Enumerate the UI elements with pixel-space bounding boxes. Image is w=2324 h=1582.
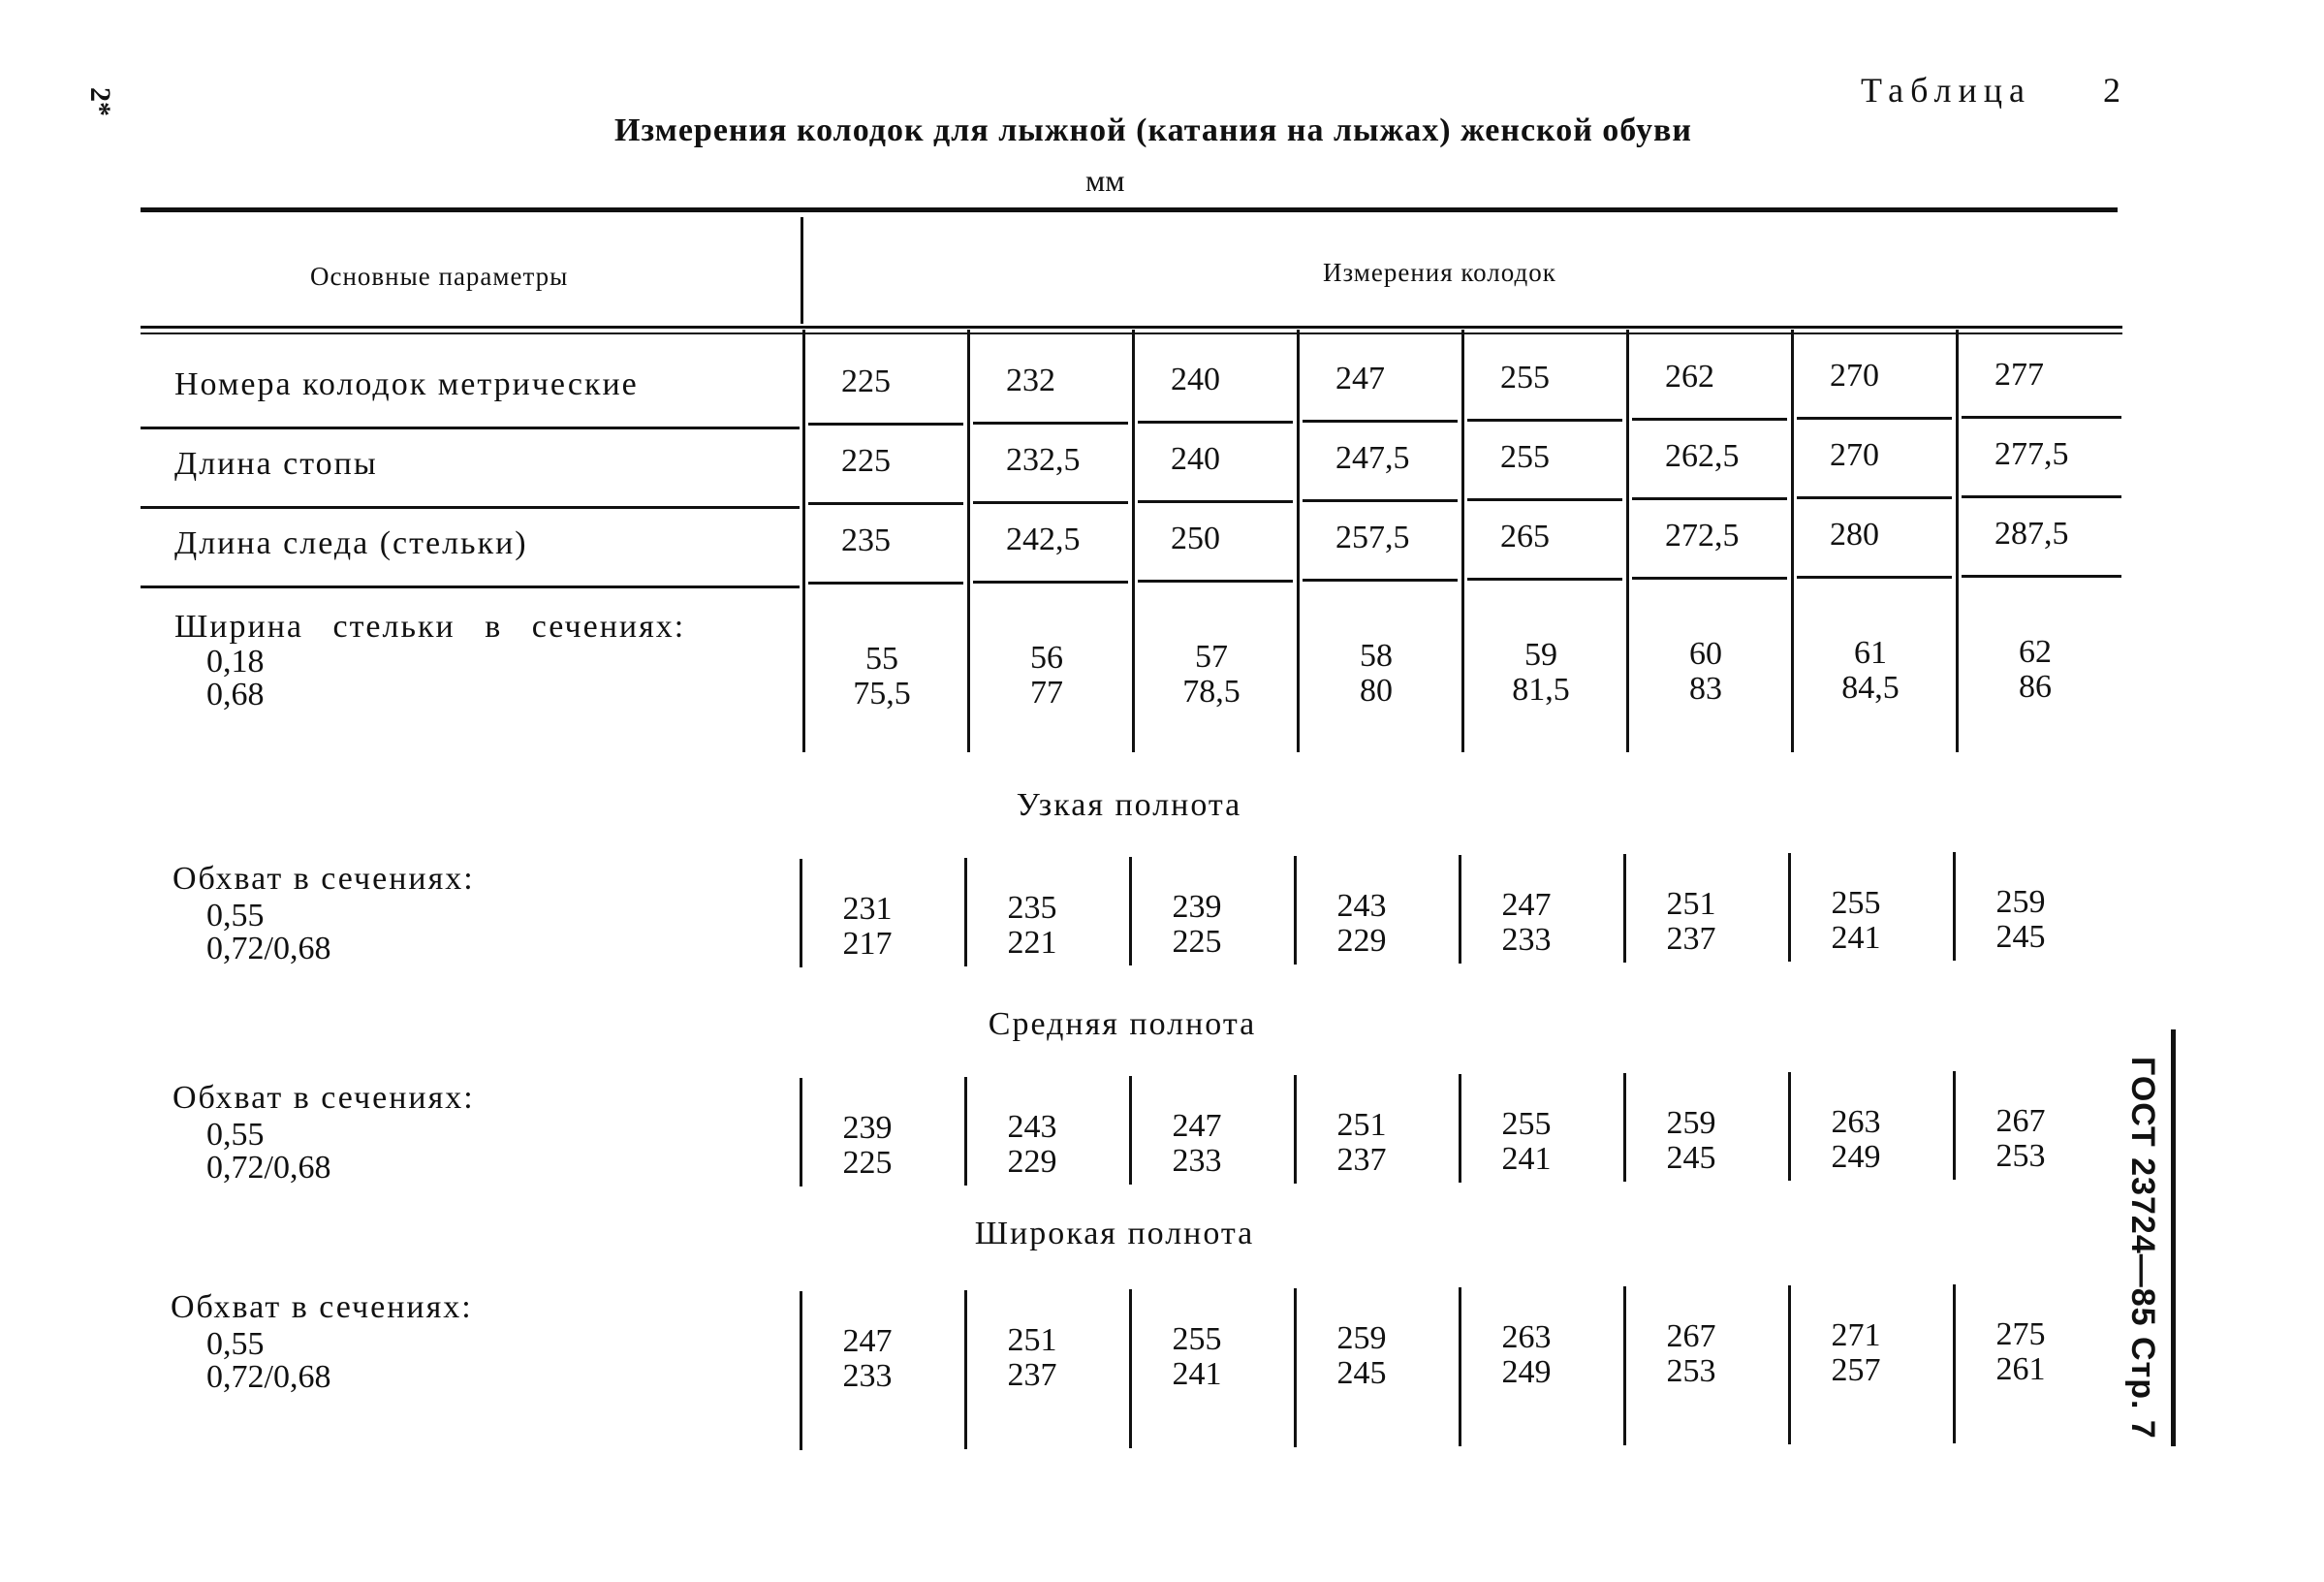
section-label-narrow: Обхват в сечениях: (173, 861, 475, 897)
section-2-val2-6: 257 (1831, 1352, 1881, 1388)
cell-rule-2-1 (973, 581, 1128, 584)
cell-numbers-2: 240 (1171, 362, 1220, 397)
section-0-col-line-4 (1459, 855, 1461, 964)
cell-insole_length-5: 272,5 (1665, 518, 1740, 554)
side-rule (2171, 1029, 2176, 1446)
cell-numbers-7: 277 (1994, 357, 2044, 393)
cell-insole_length-2: 250 (1171, 521, 1220, 556)
cell-insole_length-0: 235 (841, 522, 891, 558)
insole-width-068-6: 84,5 (1841, 670, 1900, 706)
section-0-val2-1: 221 (1007, 925, 1057, 961)
section-1-col-line-3 (1294, 1075, 1297, 1184)
cell-rule-2-6 (1797, 576, 1952, 579)
cell-foot_length-0: 225 (841, 443, 891, 479)
cell-rule-1-0 (808, 502, 963, 505)
section-2-col-line-5 (1623, 1286, 1626, 1445)
table-label: Таблица (1861, 71, 2031, 110)
header-measurements: Измерения колодок (1323, 258, 1556, 287)
insole-width-068-3: 80 (1360, 673, 1393, 709)
row-sub-068: 0,68 (206, 677, 265, 712)
section-2-val2-3: 245 (1336, 1355, 1387, 1391)
unit-label: мм (1085, 163, 1125, 198)
insole-width-018-5: 60 (1689, 636, 1722, 672)
cell-foot_length-2: 240 (1171, 441, 1220, 477)
section-0-val1-0: 231 (842, 891, 893, 927)
section-1-val1-4: 255 (1501, 1106, 1552, 1142)
section-1-val1-7: 267 (1995, 1103, 2046, 1139)
cell-rule-0-5 (1632, 418, 1787, 421)
insole-width-068-2: 78,5 (1182, 674, 1241, 710)
section-1-val1-5: 259 (1666, 1105, 1716, 1141)
cell-rule-0-0 (808, 423, 963, 426)
section-0-col-line-1 (964, 858, 967, 966)
insole-width-018-3: 58 (1360, 638, 1393, 674)
cell-rule-0-2 (1138, 421, 1293, 424)
section-2-val1-7: 275 (1995, 1316, 2046, 1352)
section-1-val2-3: 237 (1336, 1142, 1387, 1178)
section-sub-055-narrow: 0,55 (206, 898, 265, 933)
cell-rule-0-6 (1797, 417, 1952, 420)
section-sub-072-narrow: 0,72/0,68 (206, 931, 331, 966)
section-1-col-line-0 (800, 1078, 802, 1186)
insole-width-068-5: 83 (1689, 671, 1722, 707)
section-title-wide: Широкая полнота (974, 1216, 1255, 1251)
cell-numbers-4: 255 (1500, 360, 1550, 396)
cell-rule-1-6 (1797, 496, 1952, 499)
section-2-col-line-6 (1788, 1285, 1791, 1444)
section-2-val1-6: 271 (1831, 1317, 1881, 1353)
cell-foot_length-4: 255 (1500, 439, 1550, 475)
section-0-val2-0: 217 (842, 926, 893, 962)
cell-rule-2-0 (808, 582, 963, 585)
section-0-col-line-7 (1953, 852, 1956, 961)
section-1-val2-0: 225 (842, 1145, 893, 1181)
top-rule (141, 207, 2118, 212)
page-title: Измерения колодок для лыжной (катания на лыжах) женской обуви (614, 112, 1692, 148)
section-0-val1-4: 247 (1501, 887, 1552, 923)
section-0-col-line-0 (800, 859, 802, 967)
section-2-val1-3: 259 (1336, 1320, 1387, 1356)
section-1-val1-2: 247 (1172, 1108, 1222, 1144)
cell-insole_length-4: 265 (1500, 519, 1550, 554)
main-col-line-0 (802, 330, 805, 752)
section-1-val1-0: 239 (842, 1110, 893, 1146)
section-2-val2-2: 241 (1172, 1356, 1222, 1392)
section-2-col-line-2 (1129, 1289, 1132, 1448)
section-label-medium: Обхват в сечениях: (173, 1080, 475, 1116)
cell-foot_length-5: 262,5 (1665, 438, 1740, 474)
section-0-val2-7: 245 (1995, 919, 2046, 955)
section-1-col-line-6 (1788, 1072, 1791, 1181)
section-sub-055-wide: 0,55 (206, 1326, 265, 1362)
cell-rule-2-3 (1303, 579, 1458, 582)
section-title-narrow: Узкая полнота (1016, 787, 1242, 823)
cell-rule-0-4 (1467, 419, 1622, 422)
insole-width-018-4: 59 (1524, 637, 1557, 673)
section-sub-072-medium: 0,72/0,68 (206, 1150, 331, 1186)
cell-insole_length-7: 287,5 (1994, 516, 2069, 552)
section-sub-072-wide: 0,72/0,68 (206, 1359, 331, 1395)
section-label-wide: Обхват в сечениях: (171, 1289, 473, 1325)
section-0-val2-5: 237 (1666, 921, 1716, 957)
section-0-val1-5: 251 (1666, 886, 1716, 922)
row-rule-1 (141, 427, 800, 429)
header-rule-upper (141, 326, 2122, 329)
section-1-val1-3: 251 (1336, 1107, 1387, 1143)
insole-width-018-1: 56 (1030, 640, 1063, 676)
insole-width-068-7: 86 (2019, 669, 2052, 705)
main-col-line-6 (1791, 330, 1794, 752)
section-1-col-line-7 (1953, 1071, 1956, 1180)
cell-numbers-3: 247 (1335, 361, 1385, 396)
table-number: 2 (2103, 71, 2120, 110)
insole-width-068-0: 75,5 (853, 676, 911, 712)
insole-width-068-1: 77 (1030, 675, 1063, 711)
cell-foot_length-1: 232,5 (1006, 442, 1081, 478)
section-2-col-line-4 (1459, 1287, 1461, 1446)
section-2-val1-4: 263 (1501, 1319, 1552, 1355)
cell-foot_length-7: 277,5 (1994, 436, 2069, 472)
section-2-val2-0: 233 (842, 1358, 893, 1394)
insole-width-018-7: 62 (2019, 634, 2052, 670)
header-params: Основные параметры (310, 262, 569, 291)
main-col-line-1 (967, 330, 970, 752)
cell-rule-2-7 (1962, 575, 2121, 578)
cell-rule-2-4 (1467, 578, 1622, 581)
insole-width-018-2: 57 (1195, 639, 1228, 675)
section-sub-055-medium: 0,55 (206, 1117, 265, 1153)
section-2-col-line-1 (964, 1290, 967, 1449)
cell-foot_length-6: 270 (1830, 437, 1879, 473)
row-label-foot-length: Длина стопы (174, 446, 378, 482)
cell-insole_length-3: 257,5 (1335, 520, 1410, 555)
section-0-col-line-5 (1623, 854, 1626, 963)
cell-numbers-6: 270 (1830, 358, 1879, 394)
cell-rule-1-4 (1467, 498, 1622, 501)
section-0-val1-1: 235 (1007, 890, 1057, 926)
section-2-val1-5: 267 (1666, 1318, 1716, 1354)
insole-width-018-6: 61 (1854, 635, 1887, 671)
section-1-col-line-4 (1459, 1074, 1461, 1183)
section-1-col-line-1 (964, 1077, 967, 1186)
cell-rule-1-3 (1303, 499, 1458, 502)
insole-width-018-0: 55 (865, 641, 898, 677)
section-1-col-line-2 (1129, 1076, 1132, 1185)
corner-mark: 2* (84, 87, 116, 116)
main-col-line-4 (1461, 330, 1464, 752)
section-title-medium: Средняя полнота (988, 1006, 1257, 1042)
main-col-line-5 (1626, 330, 1629, 752)
main-col-line-3 (1297, 330, 1300, 752)
section-0-val2-3: 229 (1336, 923, 1387, 959)
insole-width-068-4: 81,5 (1512, 672, 1570, 708)
main-col-line-7 (1956, 330, 1959, 752)
cell-rule-1-2 (1138, 500, 1293, 503)
section-2-val2-7: 261 (1995, 1351, 2046, 1387)
section-2-val1-1: 251 (1007, 1322, 1057, 1358)
section-2-col-line-3 (1294, 1288, 1297, 1447)
section-1-val2-7: 253 (1995, 1138, 2046, 1174)
section-1-col-line-5 (1623, 1073, 1626, 1182)
section-1-val2-5: 245 (1666, 1140, 1716, 1176)
section-0-val1-2: 239 (1172, 889, 1222, 925)
section-0-col-line-6 (1788, 853, 1791, 962)
section-0-val1-7: 259 (1995, 884, 2046, 920)
section-0-val2-4: 233 (1501, 922, 1552, 958)
main-col-line-2 (1132, 330, 1135, 752)
cell-rule-1-7 (1962, 495, 2121, 498)
cell-numbers-5: 262 (1665, 359, 1714, 395)
cell-numbers-1: 232 (1006, 363, 1055, 398)
section-1-val2-4: 241 (1501, 1141, 1552, 1177)
section-1-val1-6: 263 (1831, 1104, 1881, 1140)
cell-rule-0-1 (973, 422, 1128, 425)
section-0-val1-3: 243 (1336, 888, 1387, 924)
section-2-val1-0: 247 (842, 1323, 893, 1359)
cell-rule-0-7 (1962, 416, 2121, 419)
cell-insole_length-6: 280 (1830, 517, 1879, 553)
section-0-val1-6: 255 (1831, 885, 1881, 921)
section-1-val2-2: 233 (1172, 1143, 1222, 1179)
section-1-val2-6: 249 (1831, 1139, 1881, 1175)
header-divider (801, 217, 803, 324)
section-2-val2-5: 253 (1666, 1353, 1716, 1389)
cell-rule-2-2 (1138, 580, 1293, 583)
row-label-numbers: Номера колодок метрические (174, 366, 639, 402)
section-2-val2-4: 249 (1501, 1354, 1552, 1390)
cell-foot_length-3: 247,5 (1335, 440, 1410, 476)
row-sub-018: 0,18 (206, 644, 265, 680)
section-2-col-line-0 (800, 1291, 802, 1450)
section-1-val2-1: 229 (1007, 1144, 1057, 1180)
cell-rule-2-5 (1632, 577, 1787, 580)
section-2-col-line-7 (1953, 1284, 1956, 1443)
cell-rule-1-5 (1632, 497, 1787, 500)
row-label-insole-width: Ширина стельки в сечениях: (174, 609, 686, 645)
section-2-val1-2: 255 (1172, 1321, 1222, 1357)
section-1-val1-1: 243 (1007, 1109, 1057, 1145)
section-2-val2-1: 237 (1007, 1357, 1057, 1393)
section-0-val2-2: 225 (1172, 924, 1222, 960)
cell-rule-1-1 (973, 501, 1128, 504)
cell-rule-0-3 (1303, 420, 1458, 423)
cell-numbers-0: 225 (841, 364, 891, 399)
side-standard-reference: ГОСТ 23724—85 Стр. 7 (2124, 1057, 2161, 1440)
cell-insole_length-1: 242,5 (1006, 522, 1081, 557)
section-0-col-line-2 (1129, 857, 1132, 965)
section-0-val2-6: 241 (1831, 920, 1881, 956)
row-label-insole-length: Длина следа (стельки) (174, 525, 528, 561)
row-rule-2 (141, 506, 800, 509)
section-0-col-line-3 (1294, 856, 1297, 965)
row-rule-3 (141, 585, 800, 588)
